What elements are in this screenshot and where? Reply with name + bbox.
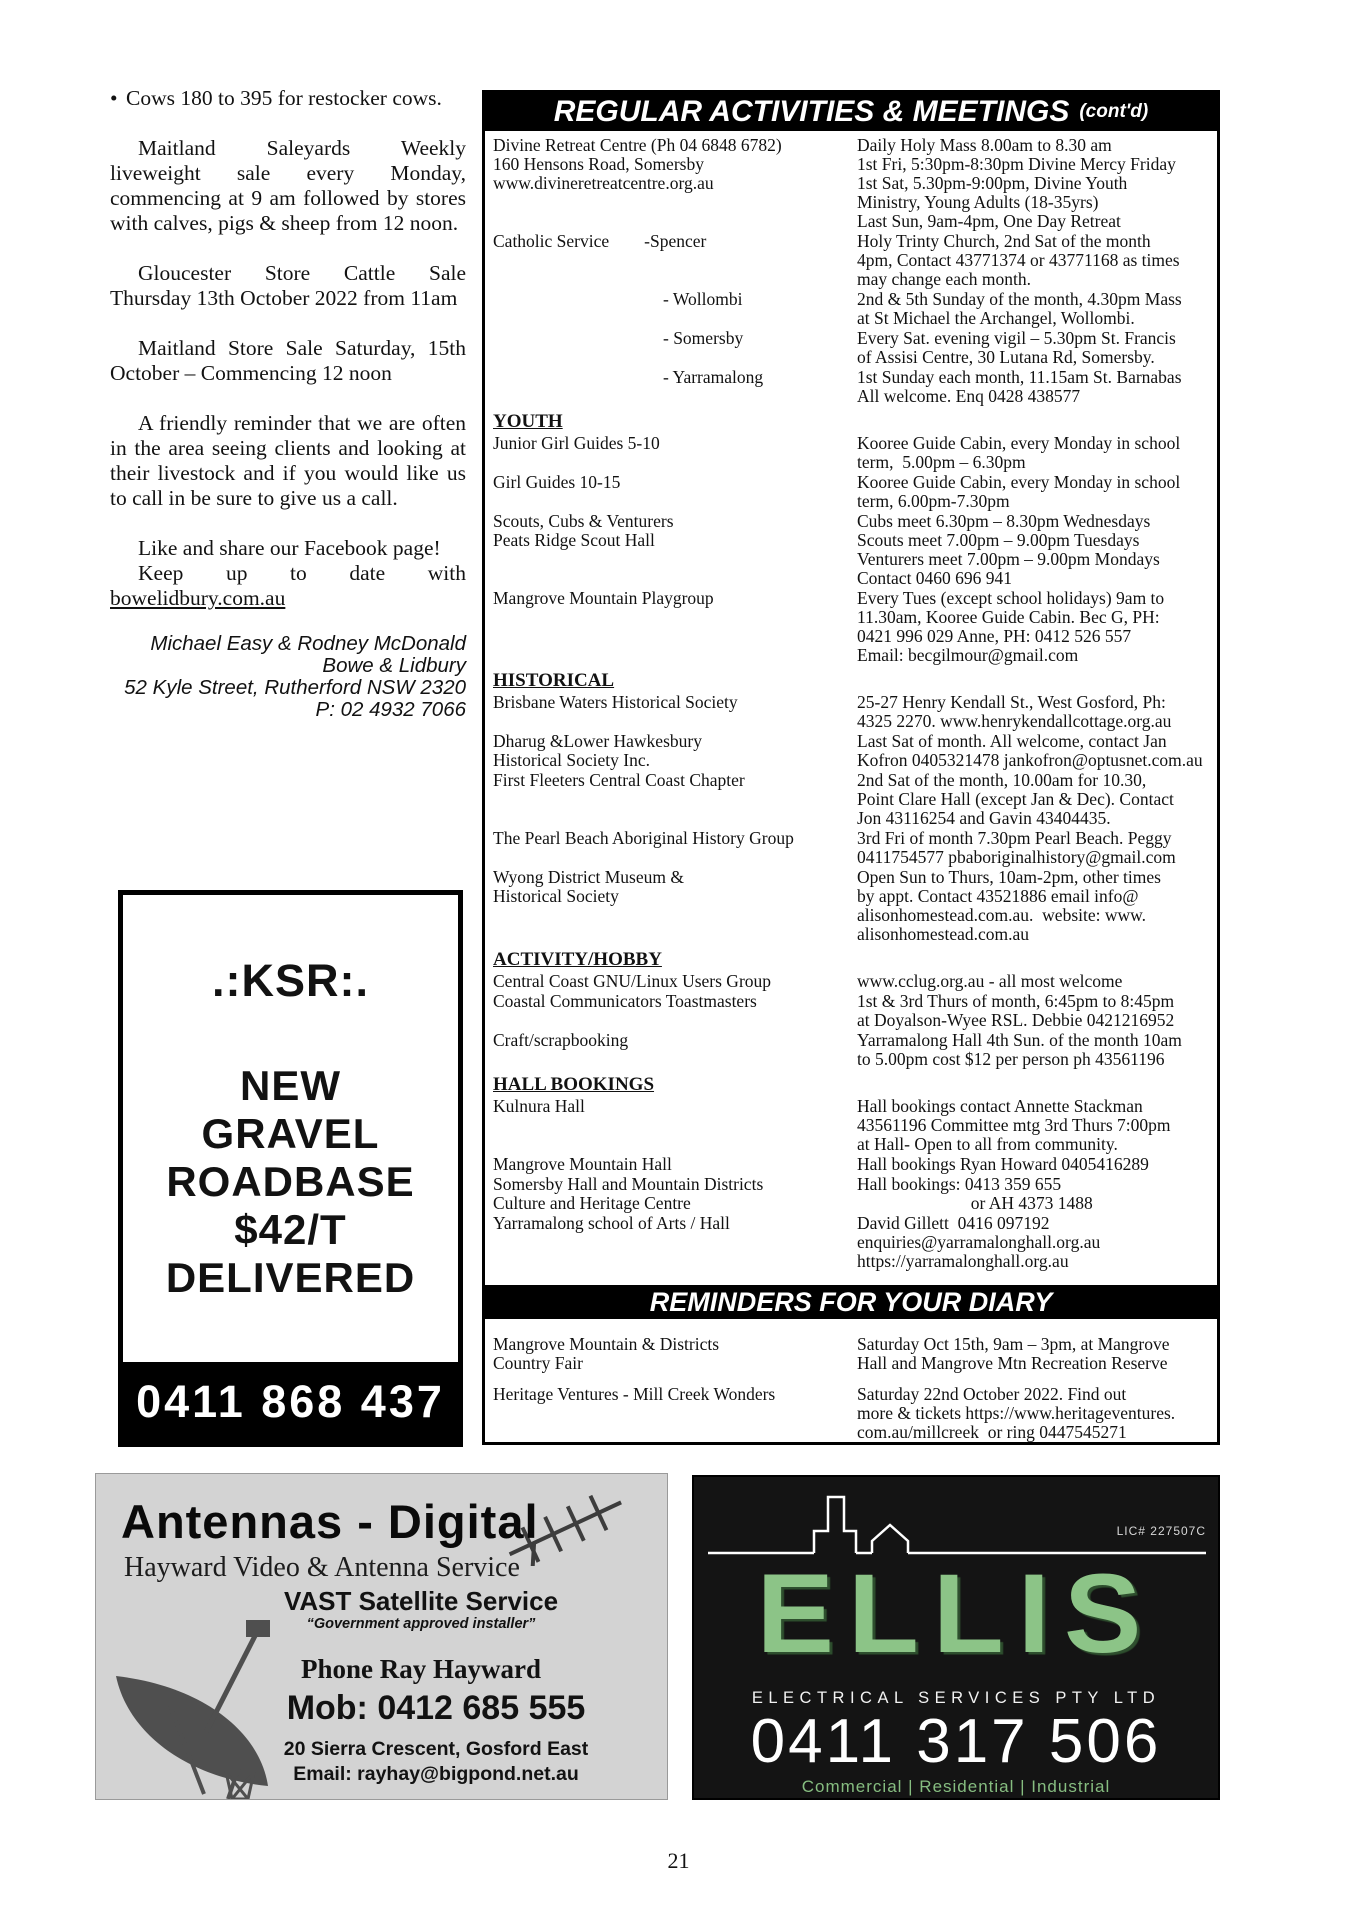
activity-cell: [493, 1385, 857, 1442]
activity-cell: [493, 693, 857, 731]
details-line: Cubs meet 6.30pm – 8.30pm Wednesdays: [857, 511, 1151, 531]
table-section-label: YOUTH: [493, 411, 563, 432]
facebook-line1: Like and share our Facebook page!: [138, 536, 441, 560]
details-line: enquiries@yarramalonghall.org.au: [857, 1232, 1101, 1252]
details-line: at Doyalson-Wyee RSL. Debbie 0421216952: [857, 1010, 1175, 1030]
left-text-column: [110, 86, 466, 721]
details-line: Hall and Mangrove Mtn Recreation Reserve: [857, 1353, 1168, 1373]
activity-line: Junior Girl Guides 5-10: [493, 433, 660, 453]
details-line: more & tickets https://www.heritageventures.: [857, 1403, 1176, 1423]
activity-line: Historical Society: [493, 886, 619, 906]
facebook-line2-prefix: Keep up to date with: [138, 561, 466, 585]
facebook-link: bowelidbury.com.au: [110, 586, 286, 610]
contact-line: Bowe & Lidbury: [322, 654, 466, 677]
antennas-address: 20 Sierra Crescent, Gosford East: [283, 1738, 589, 1760]
details-line: term, 5.00pm – 6.30pm: [857, 452, 1026, 472]
details-line: 1st Fri, 5:30pm-8:30pm Divine Mercy Friday: [857, 154, 1176, 174]
ksr-ad-line: ROADBASE: [166, 1158, 415, 1206]
details-line: David Gillett 0416 097192: [857, 1213, 1050, 1233]
details-line: at St Michael the Archangel, Wollombi.: [857, 308, 1135, 328]
bullet-glyph: •: [110, 86, 118, 110]
activity-line: Country Fair: [493, 1353, 583, 1373]
details-cell: [857, 512, 1209, 588]
ksr-gravel-ad: [118, 890, 463, 1447]
body-paragraph: Gloucester Store Cattle Sale Thursday 13th October 2022 from 11am: [110, 261, 466, 310]
details-line: Every Tues (except school holidays) 9am to: [857, 588, 1165, 608]
details-line: com.au/millcreek or ring 0447545271: [857, 1422, 1127, 1442]
details-line: Point Clare Hall (except Jan & Dec). Contact: [857, 789, 1174, 809]
ksr-ad-line: GRAVEL: [201, 1110, 380, 1158]
antennas-title: Antennas - Digital: [121, 1495, 539, 1548]
details-line: term, 6.00pm-7.30pm: [857, 491, 1010, 511]
details-line: 3rd Fri of month 7.30pm Pearl Beach. Peggy: [857, 828, 1172, 848]
activity-line: Mangrove Mountain & Districts: [493, 1334, 720, 1354]
activity-cell: [493, 1155, 857, 1174]
activity-line: Brisbane Waters Historical Society: [493, 692, 738, 712]
details-line: may change each month.: [857, 269, 1031, 289]
details-cell: [857, 1155, 1209, 1174]
details-line: 0411754577 pbaboriginalhistory@gmail.com: [857, 847, 1176, 867]
details-line: Daily Holy Mass 8.00am to 8.30 am: [857, 135, 1112, 155]
details-line: 1st Sat, 5.30pm-9:00pm, Divine Youth: [857, 173, 1128, 193]
reminders-rows: [485, 1319, 1217, 1442]
activity-line: Coastal Communicators Toastmasters: [493, 991, 757, 1011]
details-cell: [857, 1175, 1209, 1213]
body-paragraph: A friendly reminder that we are often in the area seeing clients and looking at their livestock and if you would like us to call in be sure to give us a call.: [110, 411, 466, 510]
details-cell: [857, 1214, 1209, 1271]
table-row: [493, 1335, 1209, 1373]
table-row: [493, 1214, 1209, 1271]
activity-cell: [493, 1097, 857, 1154]
contact-line: 52 Kyle Street, Rutherford NSW 2320: [124, 676, 466, 699]
table-row: [493, 1385, 1209, 1442]
activity-line: www.divineretreatcentre.org.au: [493, 173, 714, 193]
satellite-dish-icon: [108, 1614, 323, 1799]
details-line: alisonhomestead.com.au. website: www.: [857, 905, 1147, 925]
table-row: [493, 232, 1209, 289]
activity-line: 160 Hensons Road, Somersby: [493, 154, 704, 174]
activity-line: Historical Society Inc.: [493, 750, 650, 770]
table-row: [493, 972, 1209, 991]
table-section-header: [493, 1073, 1209, 1096]
table-section-header: [493, 410, 1209, 433]
table-section-header: [493, 669, 1209, 692]
contact-block: [110, 633, 466, 721]
details-line: alisonhomestead.com.au: [857, 924, 1030, 944]
activity-line: Heritage Ventures - Mill Creek Wonders: [493, 1384, 776, 1404]
activity-cell: [493, 290, 857, 328]
ellis-phone: 0411 317 506: [750, 1707, 1162, 1776]
details-cell: [857, 329, 1209, 367]
details-cell: [857, 589, 1209, 665]
details-cell: [857, 1335, 1209, 1373]
details-line: Hall bookings: 0413 359 655: [857, 1174, 1062, 1194]
activity-line: Somersby Hall and Mountain Districts: [493, 1174, 764, 1194]
antennas-email: Email: rayhay@bigpond.net.au: [293, 1763, 579, 1785]
ksr-ad-line: $42/T: [234, 1206, 347, 1254]
details-cell: [857, 290, 1209, 328]
table-section-label: HISTORICAL: [493, 670, 615, 691]
ksr-ad-lines: [123, 1062, 458, 1302]
details-line: Kooree Guide Cabin, every Monday in school: [857, 433, 1181, 453]
activity-cell: [493, 1335, 857, 1373]
activity-cell: [493, 1214, 857, 1271]
body-paragraphs: [110, 136, 466, 511]
table-section-label: ACTIVITY/HOBBY: [493, 949, 662, 970]
table-row: [493, 1175, 1209, 1213]
body-paragraph: Maitland Saleyards Weekly liveweight sale every Monday, commencing at 9 am followed by stores with calves, pigs & sheep from 12 noon.: [110, 136, 466, 235]
details-cell: [857, 232, 1209, 289]
activity-cell: [493, 434, 857, 472]
details-line: 2nd & 5th Sunday of the month, 4.30pm Mass: [857, 289, 1182, 309]
activity-cell: [493, 732, 857, 770]
table-row: [493, 329, 1209, 367]
facebook-paragraph: [110, 561, 466, 611]
details-line: Yarramalong Hall 4th Sun. of the month 10am: [857, 1030, 1182, 1050]
ellis-electrical-ad: [692, 1475, 1220, 1800]
reminders-header-title: REMINDERS FOR YOUR DIARY: [649, 1286, 1053, 1317]
bullet-item: [110, 86, 466, 111]
table-row: [493, 434, 1209, 472]
table-row: [493, 1155, 1209, 1174]
details-line: Kofron 0405321478 jankofron@optusnet.com.au: [857, 750, 1203, 770]
details-line: Last Sun, 9am-4pm, One Day Retreat: [857, 211, 1121, 231]
ksr-ad-line: NEW: [240, 1062, 341, 1110]
antennas-subtitle: Hayward Video & Antenna Service: [124, 1552, 520, 1583]
ellis-subtitle: ELECTRICAL SERVICES PTY LTD: [751, 1689, 1161, 1707]
activity-cell: [493, 771, 857, 828]
details-cell: [857, 368, 1209, 406]
activity-line: Yarramalong school of Arts / Hall: [493, 1213, 730, 1233]
table-row: [493, 1031, 1209, 1069]
activity-cell: [493, 868, 857, 944]
details-cell: [857, 473, 1209, 511]
activities-header-note: (cont'd): [1079, 101, 1149, 122]
details-line: Hall bookings contact Annette Stackman: [857, 1096, 1143, 1116]
details-line: or AH 4373 1488: [857, 1193, 1093, 1213]
table-row: [493, 732, 1209, 770]
bullet-text: Cows 180 to 395 for restocker cows.: [126, 86, 442, 110]
details-line: of Assisi Centre, 30 Lutana Rd, Somersby.: [857, 347, 1155, 367]
details-line: 4pm, Contact 43771374 or 43771168 as times: [857, 250, 1180, 270]
table-row: [493, 473, 1209, 511]
details-line: 43561196 Committee mtg 3rd Thurs 7:00pm: [857, 1115, 1171, 1135]
details-line: All welcome. Enq 0428 438577: [857, 386, 1081, 406]
details-line: https://yarramalonghall.org.au: [857, 1251, 1069, 1271]
details-line: 0421 996 029 Anne, PH: 0412 526 557: [857, 626, 1132, 646]
details-cell: [857, 136, 1209, 231]
details-cell: [857, 972, 1209, 991]
details-cell: [857, 771, 1209, 828]
activity-line: The Pearl Beach Aboriginal History Group: [493, 828, 794, 848]
details-line: Email: becgilmour@gmail.com: [857, 645, 1079, 665]
ksr-phone: 0411 868 437: [123, 1362, 458, 1442]
details-line: www.cclug.org.au - all most welcome: [857, 971, 1123, 991]
details-cell: [857, 1031, 1209, 1069]
table-row: [493, 512, 1209, 588]
table-row: [493, 589, 1209, 665]
page-number: 21: [667, 1848, 690, 1873]
ksr-ad-line: DELIVERED: [165, 1254, 416, 1302]
details-line: Holy Trinty Church, 2nd Sat of the month: [857, 231, 1151, 251]
activity-cell: [493, 473, 857, 511]
activity-line: Girl Guides 10-15: [493, 472, 621, 492]
details-line: 4325 2270. www.henrykendallcottage.org.au: [857, 711, 1172, 731]
details-line: Every Sat. evening vigil – 5.30pm St. Francis: [857, 328, 1176, 348]
body-paragraph: Maitland Store Sale Saturday, 15th October – Commencing 12 noon: [110, 336, 466, 385]
ellis-brand: ELLIS: [756, 1549, 1156, 1677]
ksr-ad-body: [123, 895, 458, 1362]
details-line: 1st Sunday each month, 11.15am St. Barnabas: [857, 367, 1182, 387]
details-cell: [857, 732, 1209, 770]
details-line: Saturday Oct 15th, 9am – 3pm, at Mangrove: [857, 1334, 1170, 1354]
activity-line: Catholic Service -Spencer: [493, 231, 707, 251]
contact-line: P: 02 4932 7066: [315, 698, 466, 721]
activity-line: Peats Ridge Scout Hall: [493, 530, 655, 550]
antennas-tagline: “Government approved installer”: [306, 1616, 536, 1632]
activity-line: Kulnura Hall: [493, 1096, 585, 1116]
table-row: [493, 1097, 1209, 1154]
details-line: Venturers meet 7.00pm – 9.00pm Mondays: [857, 549, 1160, 569]
details-line: Contact 0460 696 941: [857, 568, 1013, 588]
activity-cell: [493, 829, 857, 867]
reminders-header-bar: [485, 1285, 1217, 1319]
details-cell: [857, 1385, 1209, 1442]
details-line: to 5.00pm cost $12 per person ph 43561196: [857, 1049, 1165, 1069]
ellis-categories: Commercial | Residential | Industrial: [801, 1777, 1111, 1796]
table-row: [493, 136, 1209, 231]
activities-header-bar: [485, 93, 1217, 131]
activities-header-title: REGULAR ACTIVITIES & MEETINGS: [553, 95, 1070, 128]
antennas-ad: [95, 1473, 668, 1800]
activity-line: Craft/scrapbooking: [493, 1030, 629, 1050]
antennas-mobile: Mob: 0412 685 555: [286, 1689, 586, 1727]
details-cell: [857, 868, 1209, 944]
details-line: Hall bookings Ryan Howard 0405416289: [857, 1154, 1149, 1174]
activity-cell: [493, 232, 857, 289]
contact-line: Michael Easy & Rodney McDonald: [150, 632, 466, 655]
antennas-service: VAST Satellite Service: [283, 1586, 559, 1616]
details-line: 2nd Sat of the month, 10.00am for 10.30,: [857, 770, 1147, 790]
details-cell: [857, 1097, 1209, 1154]
details-line: Kooree Guide Cabin, every Monday in school: [857, 472, 1181, 492]
table-row: [493, 771, 1209, 828]
details-line: 11.30am, Kooree Guide Cabin. Bec G, PH:: [857, 607, 1160, 627]
activity-line: Central Coast GNU/Linux Users Group: [493, 971, 772, 991]
table-row: [493, 868, 1209, 944]
table-row: [493, 290, 1209, 328]
ksr-brand: .:KSR:.: [212, 954, 369, 1006]
table-section-header: [493, 948, 1209, 971]
activities-table: [482, 90, 1220, 1445]
activity-cell: [493, 368, 857, 406]
activity-line: Divine Retreat Centre (Ph 04 6848 6782): [493, 135, 782, 155]
activity-line: Culture and Heritage Centre: [493, 1193, 691, 1213]
details-line: Last Sat of month. All welcome, contact Jan: [857, 731, 1167, 751]
table-row: [493, 693, 1209, 731]
activity-line: - Somersby: [663, 328, 744, 348]
details-cell: [857, 992, 1209, 1030]
activity-cell: [493, 972, 857, 991]
activities-rows: [485, 131, 1217, 1271]
details-line: 25-27 Henry Kendall St., West Gosford, Ph:: [857, 692, 1166, 712]
activity-line: - Wollombi: [663, 289, 743, 309]
activity-cell: [493, 329, 857, 367]
details-cell: [857, 434, 1209, 472]
activity-cell: [493, 1175, 857, 1213]
details-cell: [857, 693, 1209, 731]
details-line: Ministry, Young Adults (18-35yrs): [857, 192, 1099, 212]
details-line: at Hall- Open to all from community.: [857, 1134, 1118, 1154]
details-line: Scouts meet 7.00pm – 9.00pm Tuesdays: [857, 530, 1140, 550]
table-row: [493, 829, 1209, 867]
activity-line: Dharug &Lower Hawkesbury: [493, 731, 702, 751]
details-line: Jon 43116254 and Gavin 43404435.: [857, 808, 1111, 828]
activity-line: Wyong District Museum &: [493, 867, 684, 887]
activity-cell: [493, 136, 857, 231]
activity-line: First Fleeters Central Coast Chapter: [493, 770, 745, 790]
activity-cell: [493, 589, 857, 665]
details-line: by appt. Contact 43521886 email info@: [857, 886, 1139, 906]
details-cell: [857, 829, 1209, 867]
activity-cell: [493, 992, 857, 1030]
activity-line: - Yarramalong: [663, 367, 764, 387]
table-section-label: HALL BOOKINGS: [493, 1074, 655, 1095]
details-line: 1st & 3rd Thurs of month, 6:45pm to 8:45pm: [857, 991, 1175, 1011]
activity-cell: [493, 512, 857, 588]
activity-line: Mangrove Mountain Playgroup: [493, 588, 714, 608]
table-row: [493, 368, 1209, 406]
activity-line: Scouts, Cubs & Venturers: [493, 511, 674, 531]
antennas-phone-label: Phone Ray Hayward: [300, 1654, 541, 1684]
ellis-licence: LIC# 227507C: [1116, 1524, 1206, 1538]
activity-cell: [493, 1031, 857, 1069]
city-skyline-icon: [694, 1483, 1218, 1557]
details-line: Saturday 22nd October 2022. Find out: [857, 1384, 1127, 1404]
table-row: [493, 992, 1209, 1030]
activity-line: Mangrove Mountain Hall: [493, 1154, 672, 1174]
details-line: Open Sun to Thurs, 10am-2pm, other times: [857, 867, 1161, 887]
